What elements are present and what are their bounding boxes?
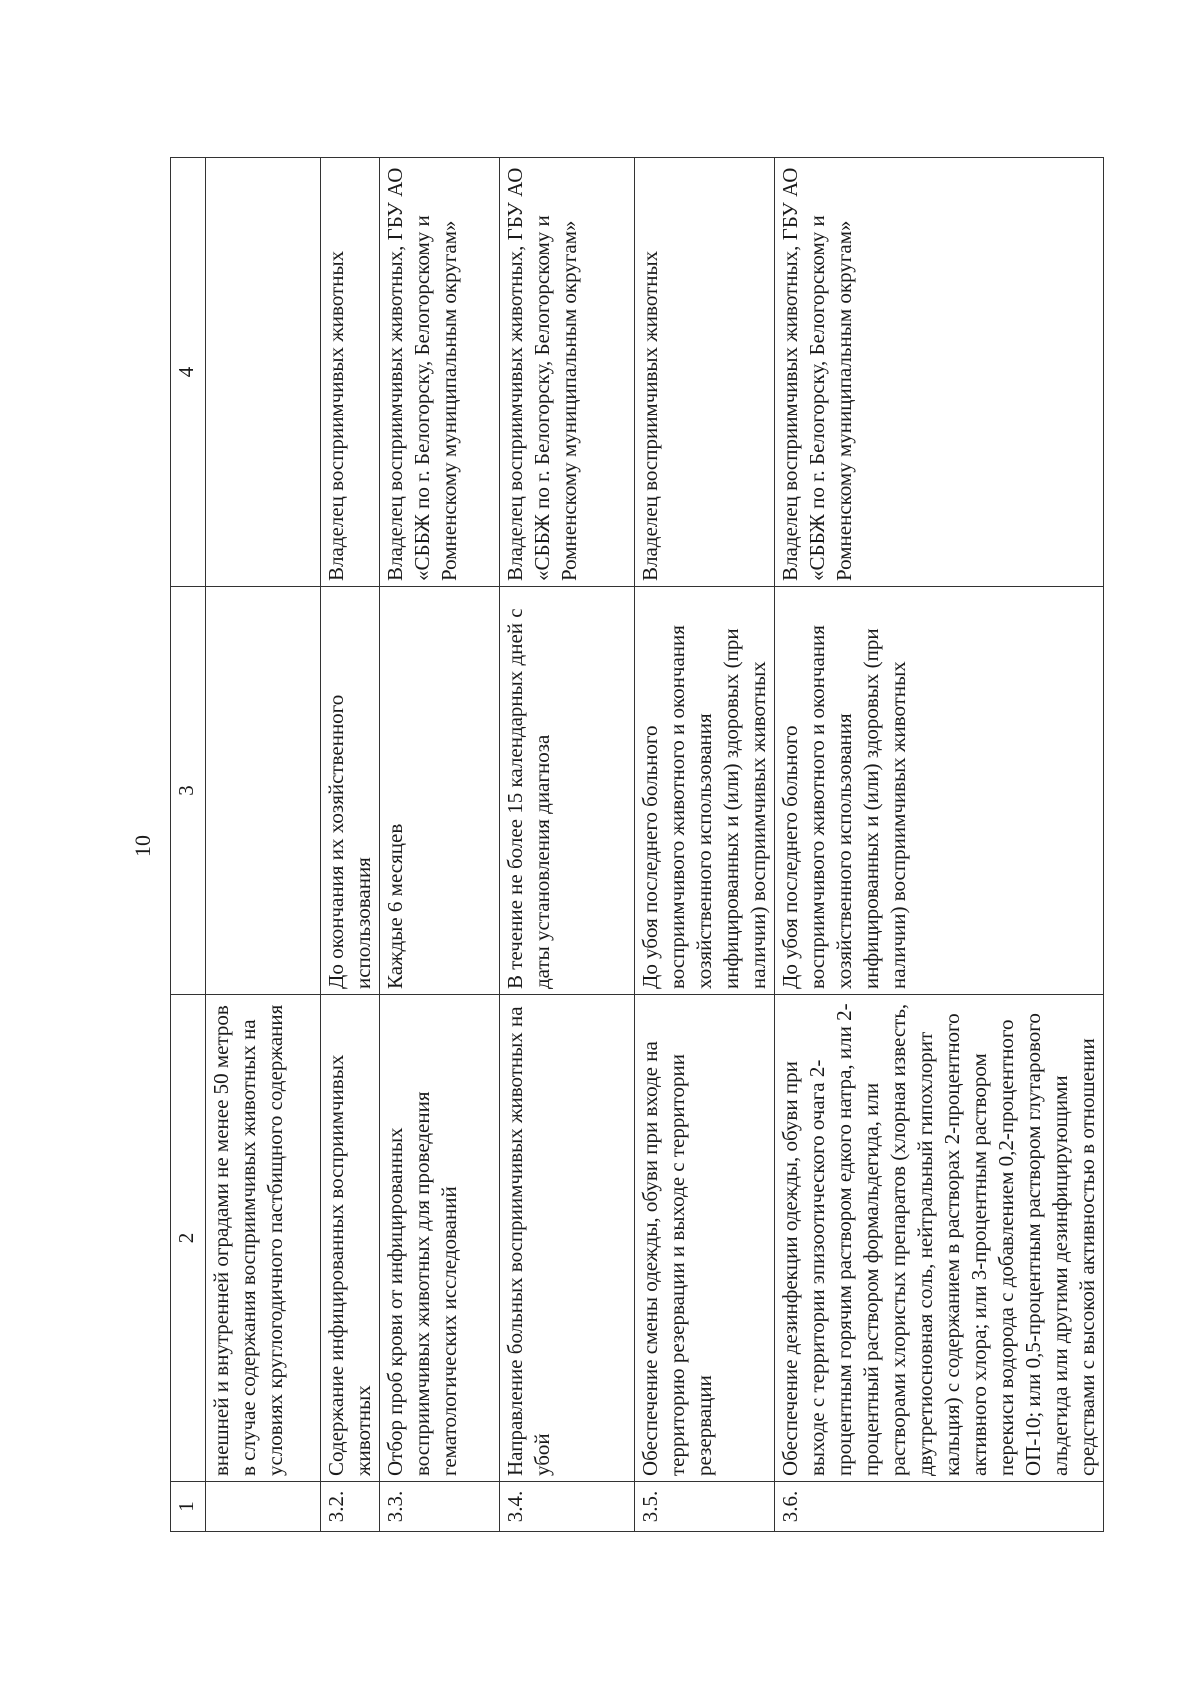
table-row: [321, 158, 380, 1532]
row-measure: Обеспечение смены одежды, обуви при входе на территорию резервации и выходе с территории резервации: [635, 995, 775, 1482]
column-header-1: 1: [171, 1482, 206, 1532]
row-number: 3.6.: [775, 1482, 1104, 1532]
row-period: До убоя последнего больного восприимчивого животного и окончания хозяйственного использования инфицированных и (или) здоровых (при наличии) восприимчивых животных: [775, 587, 1104, 995]
table-row: [500, 158, 635, 1532]
row-number: 3.2.: [321, 1482, 380, 1532]
table-container: [170, 158, 1099, 1532]
table-row: [775, 158, 1104, 1532]
table-header-row: [171, 158, 206, 1532]
row-period: Каждые 6 месяцев: [380, 587, 500, 995]
measures-table: [170, 157, 1104, 1532]
row-number: 3.5.: [635, 1482, 775, 1532]
row-responsible: Владелец восприимчивых животных: [321, 158, 380, 587]
row-responsible: Владелец восприимчивых животных, ГБУ АО «СББЖ по г. Белогорску, Белогорскому и Ромненскому муниципальным округам»: [500, 158, 635, 587]
row-responsible: [206, 158, 321, 587]
row-responsible: Владелец восприимчивых животных, ГБУ АО «СББЖ по г. Белогорску, Белогорскому и Ромненскому муниципальным округам»: [380, 158, 500, 587]
row-number: 3.3.: [380, 1482, 500, 1532]
row-number: 3.4.: [500, 1482, 635, 1532]
column-header-3: 3: [171, 587, 206, 995]
column-header-2: 2: [171, 995, 206, 1482]
row-measure: внешней и внутренней оградами не менее 50 метров в случае содержания восприимчивых животных на условиях круглогодичного пастбищного содержания: [206, 995, 321, 1482]
row-responsible: Владелец восприимчивых животных: [635, 158, 775, 587]
row-period: В течение не более 15 календарных дней с даты установления диагноза: [500, 587, 635, 995]
row-measure: Содержание инфицированных восприимчивых животных: [321, 995, 380, 1482]
row-period: До окончания их хозяйственного использования: [321, 587, 380, 995]
row-measure: Обеспечение дезинфекции одежды, обуви при выходе с территории эпизоотического очага 2-процентным горячим раствором едкого натра, или 2-процентный раствором формальдегида, или растворами хлористых препаратов (хлорная известь, двутретиосновная соль, нейтральный гипохлорит кальция) с содержанием в растворах 2-процентного активного хлора; или 3-процентным раствором перекиси водорода с добавлением 0,2-процентного ОП-10; или 0,5-процентным раствором глутарового альдегида или другими дезинфицирующими средствами с высокой активностью в отношении: [775, 995, 1104, 1482]
page-number: 10: [130, 835, 155, 857]
row-number: [206, 1482, 321, 1532]
row-measure: Направление больных восприимчивых животных на убой: [500, 995, 635, 1482]
row-responsible: Владелец восприимчивых животных, ГБУ АО «СББЖ по г. Белогорску, Белогорскому и Ромненскому муниципальным округам»: [775, 158, 1104, 587]
column-header-4: 4: [171, 158, 206, 587]
row-measure: Отбор проб крови от инфицированных восприимчивых животных для проведения гематологических исследований: [380, 995, 500, 1482]
row-period: До убоя последнего больного восприимчивого животного и окончания хозяйственного использования инфицированных и (или) здоровых (при наличии) восприимчивых животных: [635, 587, 775, 995]
table-row: [380, 158, 500, 1532]
row-period: [206, 587, 321, 995]
table-row: [206, 158, 321, 1532]
table-row: [635, 158, 775, 1532]
